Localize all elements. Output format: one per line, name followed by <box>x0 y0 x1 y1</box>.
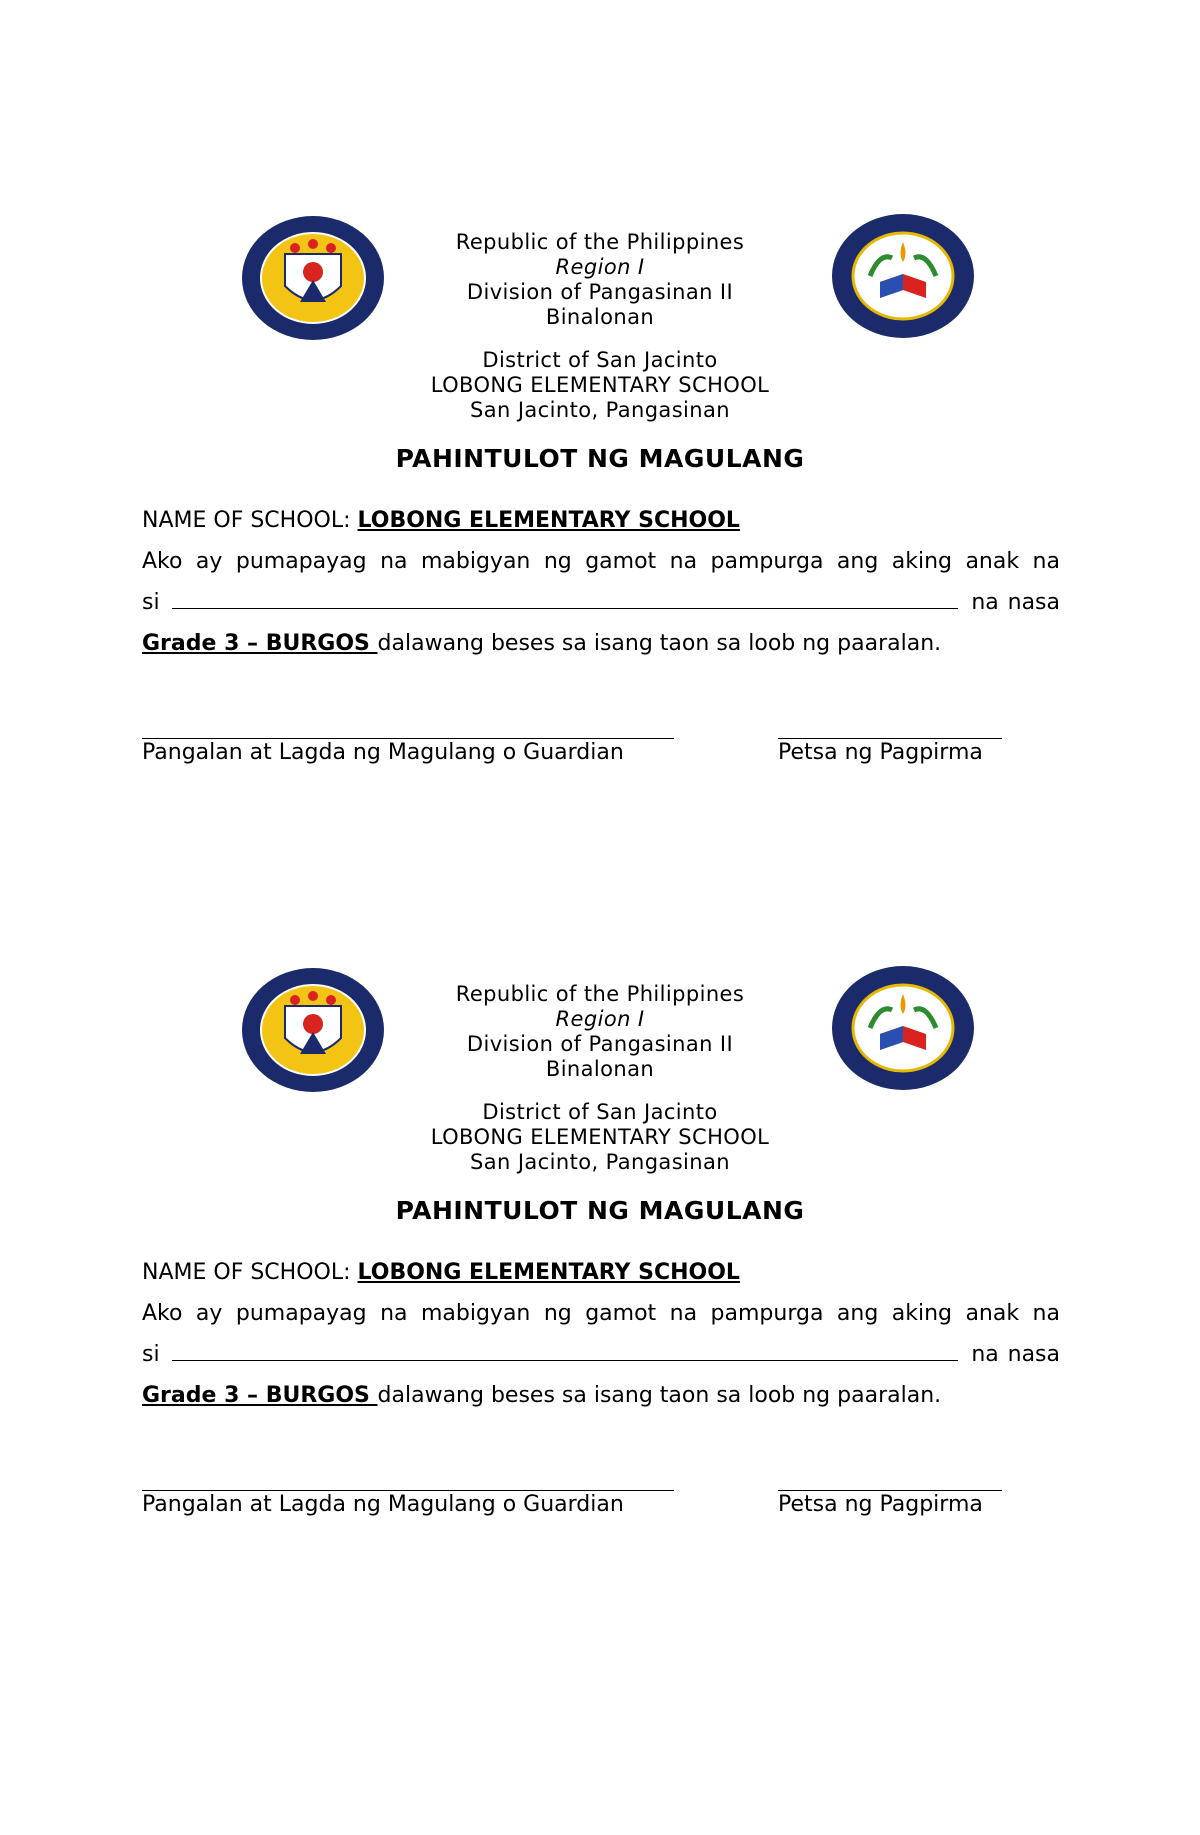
header-school: LOBONG ELEMENTARY SCHOOL <box>430 1125 770 1149</box>
form-title: PAHINTULOT NG MAGULANG <box>395 444 805 473</box>
header-republic: Republic of the Philippines <box>455 230 745 254</box>
date-signature-label: Petsa ng Pagpirma <box>778 740 983 765</box>
header-region: Region I <box>555 255 645 279</box>
header-municipality: Binalonan <box>545 1057 655 1081</box>
header-address: San Jacinto, Pangasinan <box>470 398 730 422</box>
header-district: District of San Jacinto <box>482 1100 718 1124</box>
header-school: LOBONG ELEMENTARY SCHOOL <box>430 373 770 397</box>
school-value: LOBONG ELEMENTARY SCHOOL <box>357 508 740 533</box>
pangasinan-division-ii-logo <box>830 964 976 1092</box>
consent-form-1 <box>0 0 1200 765</box>
deped-seal-logo <box>240 214 386 342</box>
header-municipality: Binalonan <box>545 305 655 329</box>
parent-signature-line[interactable] <box>142 1490 674 1491</box>
consent-paragraph <box>142 1293 1060 1416</box>
consent-line-1: Ako ay pumapayag na mabigyan ng gamot na pampurga ang aking anak na <box>142 1301 1060 1326</box>
grade-section: Grade 3 – BURGOS <box>142 631 378 656</box>
consent-line-3 <box>142 1375 1060 1416</box>
date-signature-line[interactable] <box>778 1490 1002 1491</box>
grade-section: Grade 3 – BURGOS <box>142 1383 378 1408</box>
header-region: Region I <box>555 1007 645 1031</box>
consent-end: dalawang beses sa isang taon sa loob ng paaralan. <box>377 631 942 656</box>
consent-si: si <box>142 1342 160 1367</box>
consent-line-3 <box>142 623 1060 664</box>
school-header <box>400 982 800 1175</box>
header-republic: Republic of the Philippines <box>455 982 745 1006</box>
consent-line-2 <box>142 1334 1060 1375</box>
school-name-line <box>142 500 1060 541</box>
consent-na-nasa: na nasa <box>971 590 1060 615</box>
school-name-line <box>142 1252 1060 1293</box>
parent-signature-line[interactable] <box>142 738 674 739</box>
parent-signature-label: Pangalan at Lagda ng Magulang o Guardian <box>142 740 624 765</box>
form-title: PAHINTULOT NG MAGULANG <box>395 1196 805 1225</box>
header-district: District of San Jacinto <box>482 348 718 372</box>
date-signature-label: Petsa ng Pagpirma <box>778 1492 983 1517</box>
consent-line-1: Ako ay pumapayag na mabigyan ng gamot na pampurga ang aking anak na <box>142 549 1060 574</box>
school-label: NAME OF SCHOOL: <box>142 1260 358 1285</box>
header-division: Division of Pangasinan II <box>466 1032 734 1056</box>
consent-line-2 <box>142 582 1060 623</box>
school-label: NAME OF SCHOOL: <box>142 508 358 533</box>
school-value: LOBONG ELEMENTARY SCHOOL <box>357 1260 740 1285</box>
school-header <box>400 230 800 423</box>
parent-signature-label: Pangalan at Lagda ng Magulang o Guardian <box>142 1492 624 1517</box>
pangasinan-division-ii-logo <box>830 212 976 340</box>
header-address: San Jacinto, Pangasinan <box>470 1150 730 1174</box>
consent-si: si <box>142 590 160 615</box>
consent-na-nasa: na nasa <box>971 1342 1060 1367</box>
consent-end: dalawang beses sa isang taon sa loob ng paaralan. <box>377 1383 942 1408</box>
child-name-blank[interactable] <box>172 590 958 609</box>
deped-seal-logo <box>240 966 386 1094</box>
consent-paragraph <box>142 541 1060 664</box>
child-name-blank[interactable] <box>172 1342 958 1361</box>
date-signature-line[interactable] <box>778 738 1002 739</box>
header-division: Division of Pangasinan II <box>466 280 734 304</box>
consent-form-2 <box>0 752 1200 1517</box>
